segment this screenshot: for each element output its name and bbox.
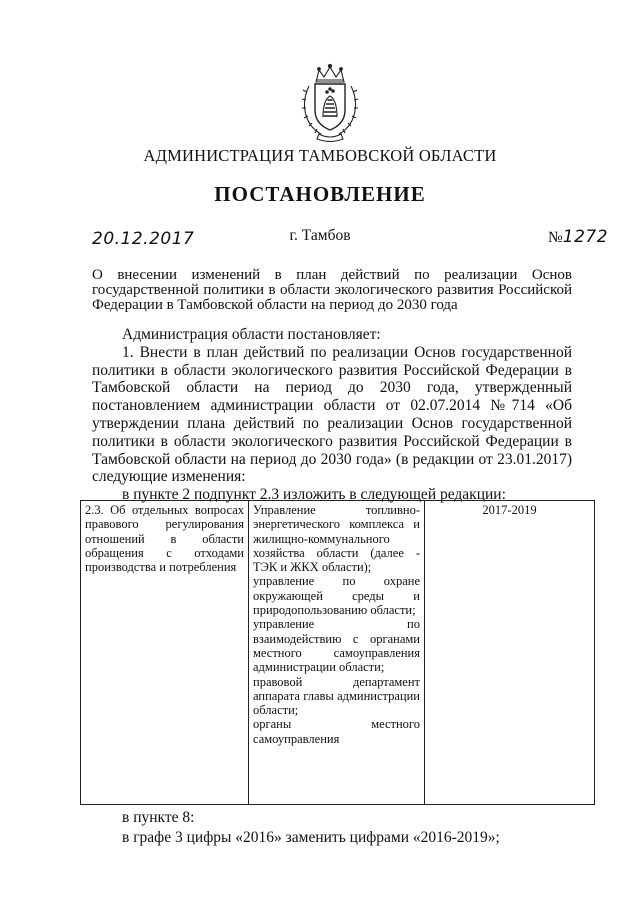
table-row (81, 501, 595, 805)
table-cell-period: 2017-2019 (425, 501, 595, 805)
point-8: в пункте 8: (122, 809, 195, 826)
column-3-change: в графе 3 цифры «2016» заменить цифрами «2016-2019»; (122, 829, 500, 846)
coat-of-arms-emblem (299, 62, 361, 142)
amendment-table (80, 500, 595, 805)
document-number-block (548, 227, 608, 247)
table-cell-responsible (249, 501, 425, 805)
responsible-line: органы местного самоуправления (253, 717, 420, 746)
responsible-line: управление по охране окружающей среды и природопользованию области; (253, 574, 420, 618)
document-city: г. Тамбов (289, 227, 351, 244)
document-date: 20.12.2017 (92, 229, 195, 249)
document-type-title: ПОСТАНОВЛЕНИЕ (214, 182, 426, 206)
responsible-line: Управление топливно-энергетического комплекса и жилищно-коммунального хозяйства области (далее - ТЭК и ЖКХ области); (253, 503, 420, 575)
table-cell-topic: 2.3. Об отдельных вопросах правового регулирования отношений в области обращения с отходами производства и потребления (81, 501, 249, 805)
document-subject: О внесении изменений в план действий по реализации Основ государственной политики в области экологического развития Российской Федерации в Тамбовской области на период до 2030 года (92, 267, 572, 313)
number-prefix: № (548, 229, 563, 246)
after-table-text (122, 808, 592, 848)
body-item-1: 1. Внести в план действий по реализации Основ государственной политики в области экологического развития Российской Федерации в Тамбовской области на период до 2030 года, утвержденный постановлением администрации области от 02.07.2014 №714 «Об утверждении плана действий по реализации Основ государственной политики в области экологического развития Российской Федерации в Тамбовской области на период до 2030 года» (в редакции от 23.01.2017) следующие изменения: (92, 343, 572, 486)
organization-name: АДМИНИСТРАЦИЯ ТАМБОВСКОЙ ОБЛАСТИ (143, 146, 497, 165)
responsible-line: управление по взаимодействию с органами местного самоуправления администрации области; (253, 617, 420, 675)
document-number: 1272 (562, 227, 609, 247)
body-point-2: в пункте 2 подпункт 2.3 изложить в следующей редакции: (122, 486, 506, 504)
document-body (92, 326, 572, 504)
responsible-line: правовой департамент аппарата главы администрации области; (253, 674, 420, 718)
body-intro: Администрация области постановляет: (122, 326, 381, 343)
